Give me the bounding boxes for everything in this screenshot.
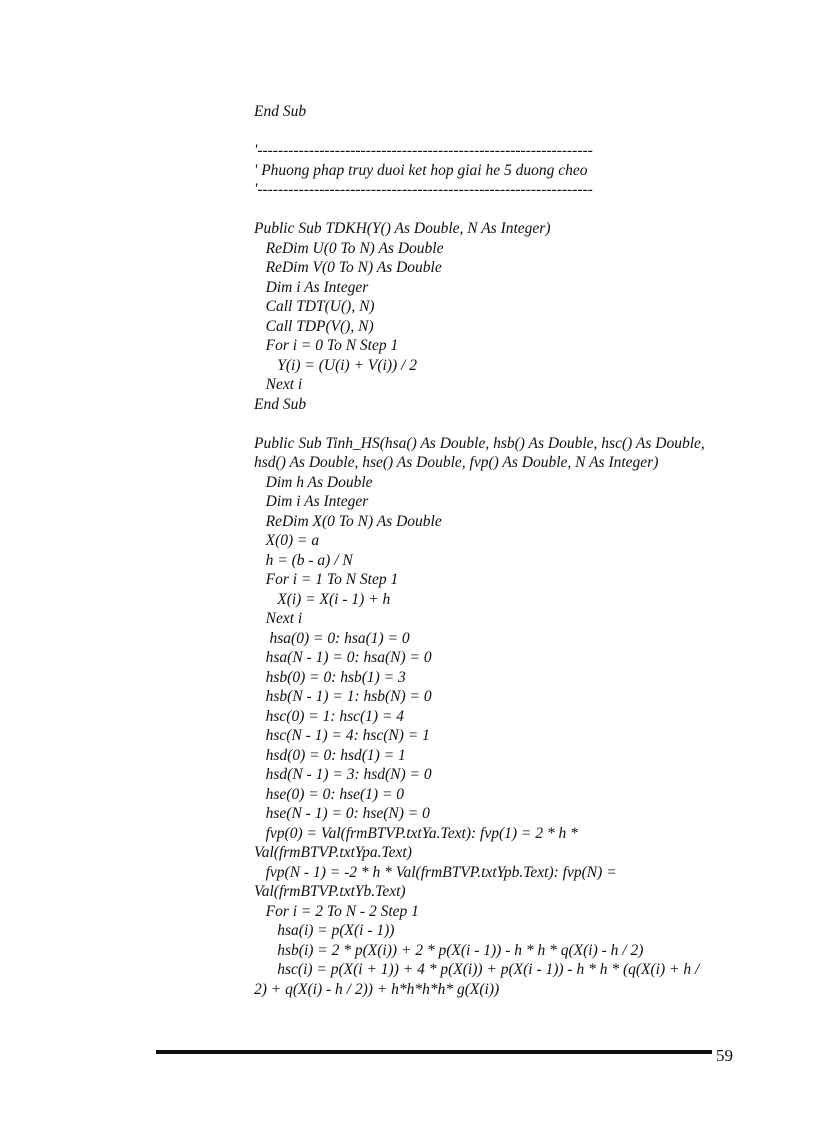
code-line: ' Phuong phap truy duoi ket hop giai he 5 duong cheo	[254, 161, 588, 179]
code-line: hse(0) = 0: hse(1) = 0	[254, 785, 405, 803]
code-line: ReDim V(0 To N) As Double	[254, 259, 442, 276]
code-line: Call TDP(V(), N)	[254, 317, 374, 335]
code-line: hsb(0) = 0: hsb(1) = 3	[254, 668, 406, 686]
blank-line	[254, 414, 754, 434]
code-line: fvp(N - 1) = -2 * h * Val(frmBTVP.txtYpb.Text): fvp(N) =	[254, 863, 617, 881]
code-line: h = (b - a) / N	[254, 551, 353, 569]
code-line: hsd() As Double, hse() As Double, fvp() As Double, N As Integer)	[254, 454, 659, 471]
code-line: hsb(N - 1) = 1: hsb(N) = 0	[254, 688, 432, 705]
code-line: 2) + q(X(i) - h / 2)) + h*h*h*h* g(X(i))	[254, 980, 500, 998]
code-line: X(0) = a	[254, 532, 320, 549]
code-line: hsa(N - 1) = 0: hsa(N) = 0	[254, 649, 432, 666]
code-line: X(i) = X(i - 1) + h	[254, 590, 391, 608]
code-line: Next i	[254, 610, 303, 627]
code-line: hsa(i) = p(X(i - 1))	[254, 922, 395, 939]
code-line: Dim i As Integer	[254, 493, 369, 510]
code-line: For i = 2 To N - 2 Step 1	[254, 902, 419, 920]
code-line: Dim i As Integer	[254, 278, 369, 296]
code-line: Public Sub TDKH(Y() As Double, N As Integer)	[254, 220, 551, 237]
blank-line	[254, 122, 754, 142]
code-line: '-----------------------------------------------------------------	[254, 181, 593, 198]
blank-line	[254, 200, 754, 220]
code-line: Call TDT(U(), N)	[254, 298, 375, 315]
code-line: hsc(i) = p(X(i + 1)) + 4 * p(X(i)) + p(X(i - 1)) - h * h * (q(X(i) + h /	[254, 961, 700, 978]
code-line: '-----------------------------------------------------------------	[254, 142, 593, 159]
page-number: 59	[716, 1046, 733, 1065]
code-line: ReDim U(0 To N) As Double	[254, 239, 444, 257]
code-line: Y(i) = (U(i) + V(i)) / 2	[254, 356, 417, 374]
code-line: hsd(0) = 0: hsd(1) = 1	[254, 746, 406, 764]
code-line: hsd(N - 1) = 3: hsd(N) = 0	[254, 766, 432, 783]
code-line: Next i	[254, 376, 303, 393]
code-line: hsb(i) = 2 * p(X(i)) + 2 * p(X(i - 1)) - h * h * q(X(i) - h / 2)	[254, 941, 644, 959]
code-listing	[254, 102, 754, 999]
code-line: Val(frmBTVP.txtYpa.Text)	[254, 844, 412, 861]
footer-rule	[156, 1050, 712, 1054]
code-line: End Sub	[254, 395, 307, 413]
code-line: Public Sub Tinh_HS(hsa() As Double, hsb() As Double, hsc() As Double,	[254, 434, 705, 452]
code-line: Dim h As Double	[254, 473, 373, 491]
code-line: For i = 1 To N Step 1	[254, 571, 399, 588]
code-line: fvp(0) = Val(frmBTVP.txtYa.Text): fvp(1) = 2 * h *	[254, 824, 578, 842]
code-line: End Sub	[254, 103, 307, 120]
code-line: Val(frmBTVP.txtYb.Text)	[254, 883, 406, 900]
code-line: hsa(0) = 0: hsa(1) = 0	[254, 629, 410, 647]
code-line: hse(N - 1) = 0: hse(N) = 0	[254, 805, 430, 822]
code-line: ReDim X(0 To N) As Double	[254, 512, 442, 530]
code-line: hsc(0) = 1: hsc(1) = 4	[254, 707, 405, 725]
code-line: For i = 0 To N Step 1	[254, 337, 399, 354]
code-line: hsc(N - 1) = 4: hsc(N) = 1	[254, 727, 430, 744]
